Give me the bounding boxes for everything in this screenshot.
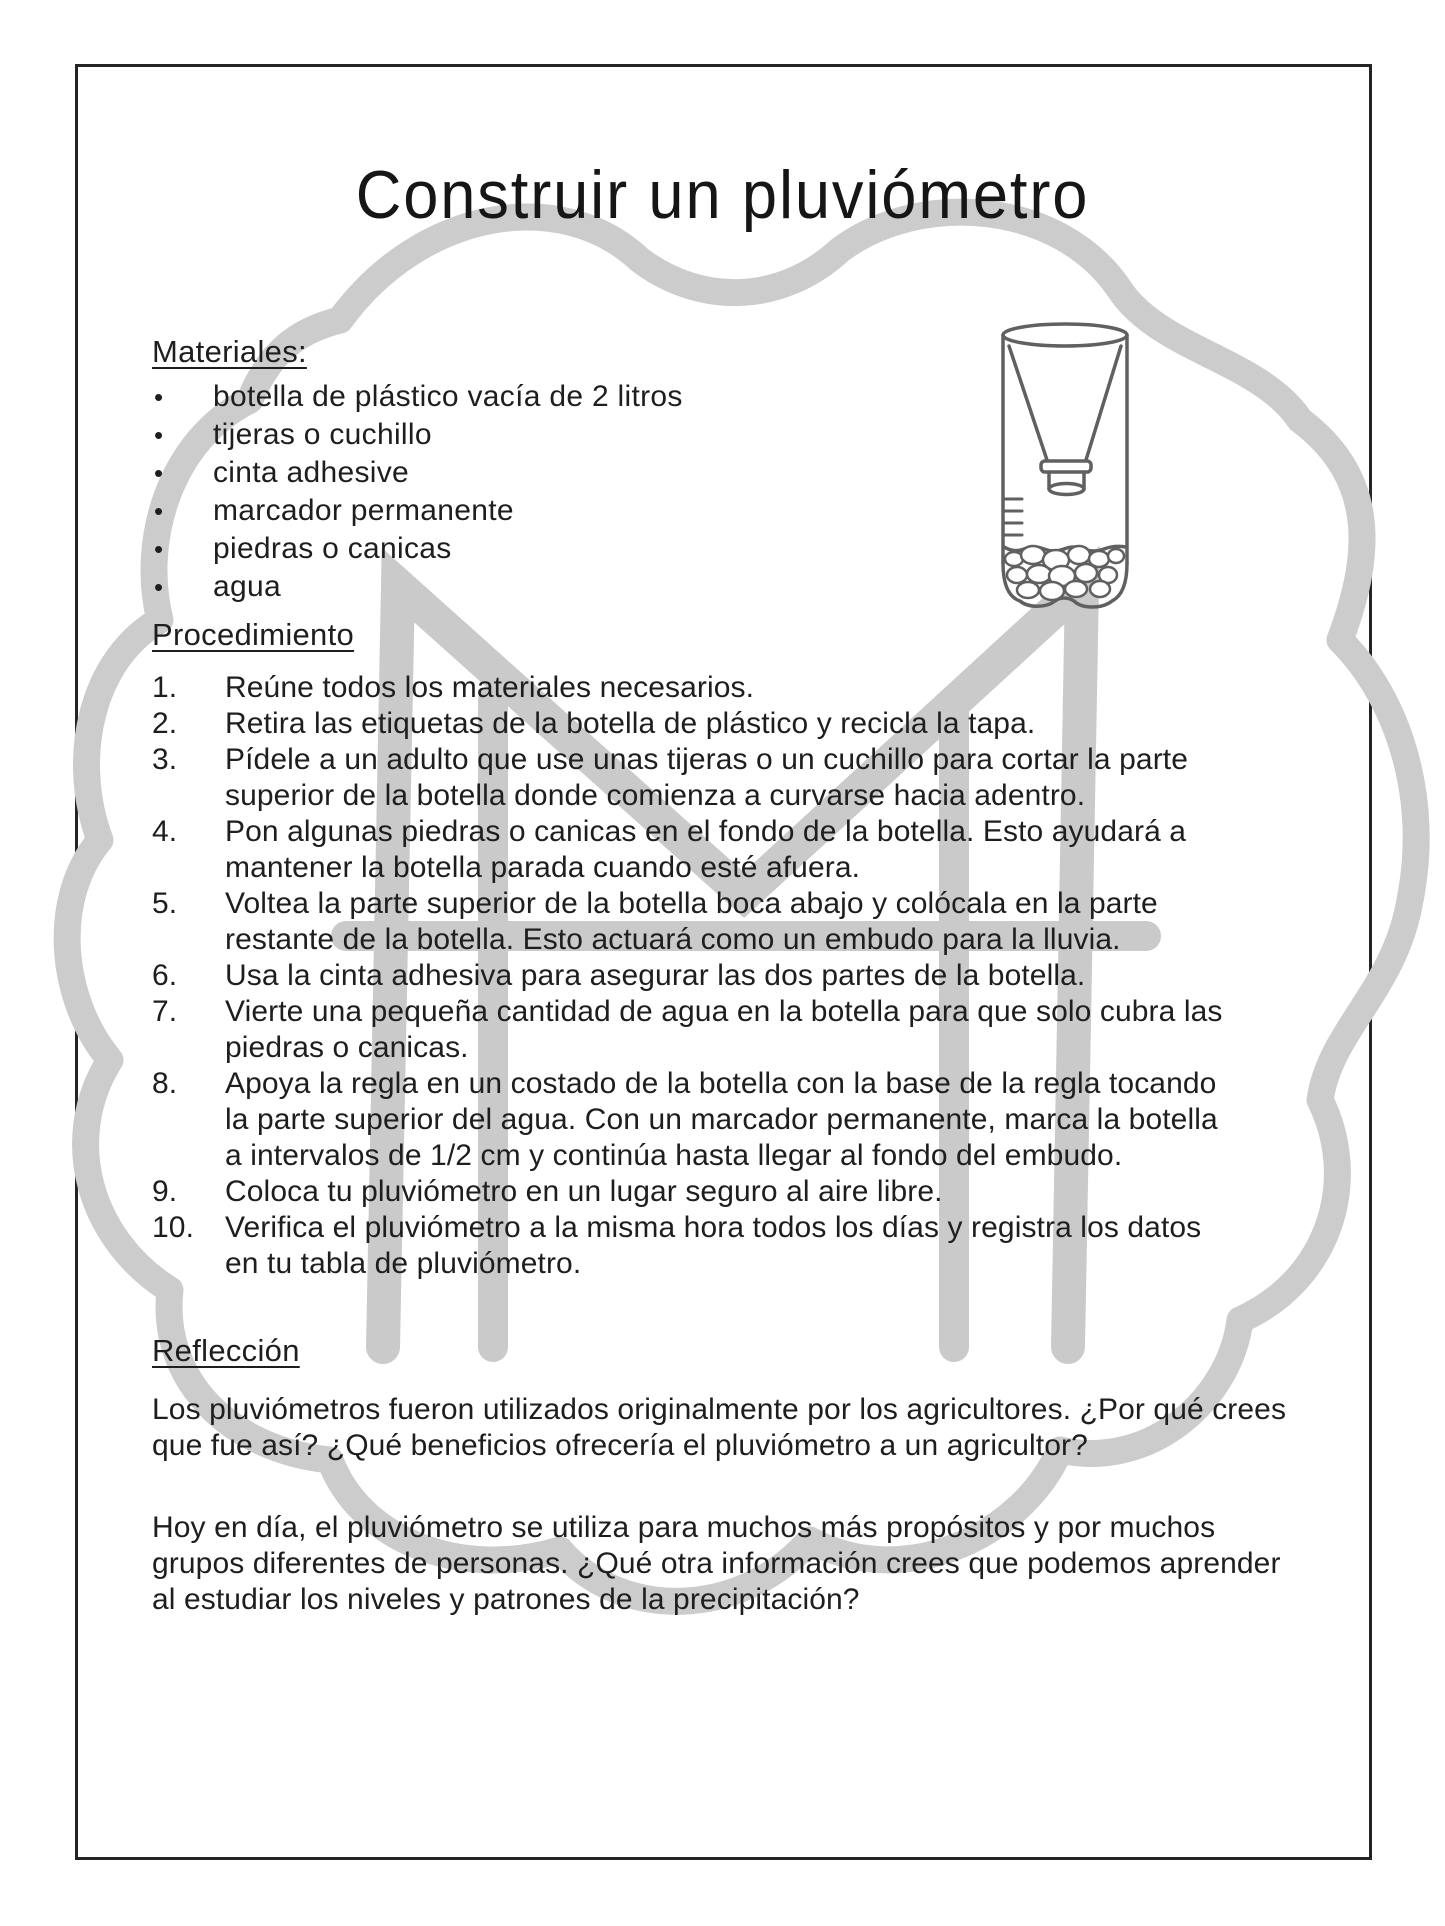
- material-item: • cinta adhesive: [152, 454, 912, 492]
- material-item: • marcador permanente: [152, 492, 912, 530]
- procedure-list: [152, 670, 1232, 1282]
- material-item: • agua: [152, 568, 912, 606]
- material-item: • piedras o canicas: [152, 530, 912, 568]
- reflection-section: [152, 1332, 1312, 1618]
- procedure-step: Apoya la regla en un costado de la botella con la base de la regla tocando la parte superior del agua. Con un marcador permanente, marca la botella a intervalos de 1/2 cm y continúa hasta llegar al fondo del embudo.: [225, 1067, 1218, 1172]
- material-item: • botella de plástico vacía de 2 litros: [152, 378, 912, 416]
- procedure-step: Verifica el pluviómetro a la misma hora todos los días y registra los datos en tu tabla de pluviómetro.: [225, 1211, 1202, 1280]
- reflection-heading: Reflección: [152, 1333, 300, 1368]
- procedure-section: [152, 616, 1287, 1282]
- procedure-step: Retira las etiquetas de la botella de plástico y recicla la tapa.: [225, 707, 1036, 740]
- reflection-paragraph: Hoy en día, el pluviómetro se utiliza para muchos más propósitos y por muchos grupos diferentes de personas. ¿Qué otra información crees que podemos aprender al estudiar los niveles y patrones de la precipitación?: [152, 1511, 1281, 1616]
- materials-section: [152, 333, 912, 606]
- materials-heading: Materiales:: [152, 334, 307, 369]
- procedure-heading: Procedimiento: [152, 617, 355, 652]
- procedure-step: Reúne todos los materiales necesarios.: [225, 671, 755, 704]
- procedure-step: Voltea la parte superior de la botella boca abajo y colócala en la parte restante de la botella. Esto actuará como un embudo para la lluvia.: [225, 887, 1158, 956]
- page-title: Construir un pluviómetro: [355, 157, 1090, 233]
- procedure-step: Coloca tu pluviómetro en un lugar seguro al aire libre.: [225, 1175, 943, 1208]
- procedure-step: Pon algunas piedras o canicas en el fondo de la botella. Esto ayudará a mantener la botella parada cuando esté afuera.: [225, 815, 1187, 884]
- procedure-step: Pídele a un adulto que use unas tijeras o un cuchillo para cortar la parte superior de la botella donde comienza a curvarse hacia adentro.: [225, 743, 1189, 812]
- material-item: • tijeras o cuchillo: [152, 416, 912, 454]
- materials-list: [152, 378, 912, 606]
- procedure-step: Vierte una pequeña cantidad de agua en la botella para que solo cubra las piedras o canicas.: [225, 995, 1223, 1064]
- procedure-step: Usa la cinta adhesiva para asegurar las dos partes de la botella.: [225, 959, 1086, 992]
- reflection-paragraph: Los pluviómetros fueron utilizados originalmente por los agricultores. ¿Por qué crees que fue así? ¿Qué beneficios ofrecería el pluviómetro a un agricultor?: [152, 1393, 1287, 1462]
